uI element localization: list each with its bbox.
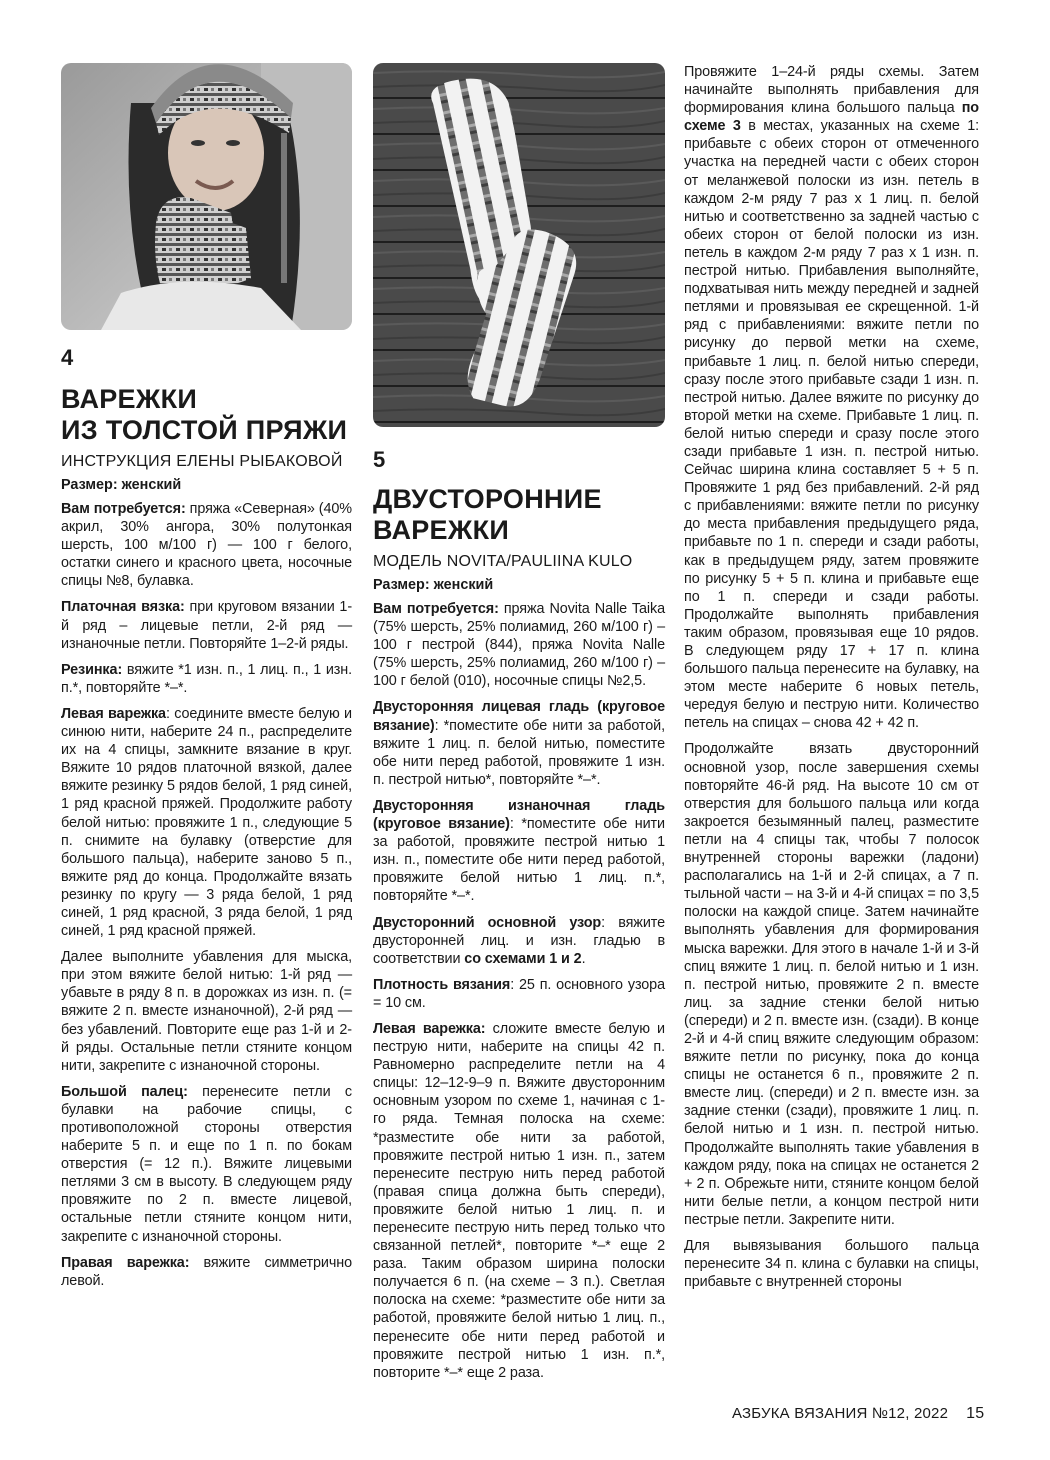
paragraph-materials: Вам потребуется: пряжа «Северная» (40% акрил, 30% ангора, 30% полутонкая шерсть, 100 м/100 г) — 100 г белого, остатки синего и красного цвета, носочные спицы №8, булавка. bbox=[61, 501, 352, 590]
pattern-number: 5 bbox=[373, 447, 386, 472]
paragraph-top-shaping: Продолжайте вязать двусторонний основной узор, после завершения схемы повторяйте 46-й ряд. На высоте 10 см от отверстия для большого пальца или когда закроется безымянный палец, разместите петли на 4 спицы так, чтобы 7 полосок внутренней стороны варежки (ладони) располагались на 1-й и 2-й спицах, а 7 п. тыльной части – на 3-й и 4-й спицах = по 3,5 полоски на каждой спице. Затем начинайте выполнять убавления для формирования мыска варежки. Для этого в начале 1-й и 3-й спиц вяжите 1 лиц. п. белой нитью и 1 изн. п. пестрой нитью, провяжите 2 п. вместе лиц. за задние стенки белой нитью (спереди) и 2 п. вместе изн. (сзади). В конце 2-й и 4-й спиц вяжите следующим образом: вяжите петли по рисунку, пока до конца спицы не останется 6 п., провяжите 2 п. вместе лиц. (спереди) и 2 п. вместе изн. за задние стенки (сзади), провяжите 1 лиц. п. белой нитью и 1 изн. п. пестрой нитью. Продолжайте выполнять такие убавления в каждом ряду, пока на спицах не останется 2 + 2 п. Обрежьте нити, стяните концом белой нити белые петли, а концом пестрой нити пестрые петли. Закрепите нити. bbox=[684, 741, 979, 1228]
page-number: 15 bbox=[966, 1405, 985, 1422]
page-footer bbox=[732, 1404, 984, 1424]
paragraph-reverse-stockinette: Двусторонняя изнаночная гладь (круговое вязание): *поместите обе нити за работой, провяжите пестрой нитью 1 изн. п., поместите обе нити перед работой, провяжите белой нитью 1 лиц. п.*, повторяйте *–*. bbox=[373, 797, 665, 905]
paragraph-thumb-gusset: Провяжите 1–24-й ряды схемы. Затем начинайте выполнять прибавления для формирования клина большого пальца по схеме 3 в местах, указанных на схеме 1: прибавьте с обеих сторон от отмеченного участка на передней части с обеих сторон от меланжевой полоски из изн. петель в каждом 2-м ряду 7 раз х 1 лиц. п. белой нитью и соответственно за задней частью с обеих сторон от белой полоски из изн. петель в каждом 2-м ряду 7 раз х 1 изн. п. пестрой нитью. Прибавления выполняйте, подхватывая нить между передней и задней петлями и провязывая ее скрещенной. 1-й ряд с прибавлениями: вяжите петли по рисунку до первой метки на схеме, прибавьте 1 лиц. п. белой нитью спереди, сразу после этого прибавьте сзади 1 изн. п. пестрой нитью. Далее вяжите по рисунку до второй метки на схеме. Прибавьте 1 лиц. п. белой нитью спереди и сразу после этого сзади прибавьте 1 изн. п. пестрой нитью. Сейчас ширина клина составляет 5 + 5 п. Провяжите 1 ряд без прибавлений. 2-й ряд с прибавлениями: вяжите петли по рисунку до места прибавления предыдущего ряда, прибавьте по 1 п. спереди и сзади работы, как в предыдущем ряду, затем провяжите по рисунку 5 + 5 п. клина и прибавьте еще по 1 п. спереди и сзади работы. Продолжайте выполнять прибавления таким образом, провязывая еще 10 рядов. В следующем ряду 17 + 17 п. клина большого пальца перенесите на булавку, на этом месте наберите 6 новых петель, чередуя белую и пеструю нити. Количество петель на спицах – снова 42 + 42 п. bbox=[684, 64, 979, 732]
magazine-issue: АЗБУКА ВЯЗАНИЯ №12, 2022 bbox=[732, 1405, 949, 1422]
photo-striped-mittens bbox=[373, 63, 665, 427]
paragraph-left-mitten: Левая варежка: соедините вместе белую и синюю нити, наберите 24 п., распределите их на 4 спицы, замкните вязание в круг. Вяжите 10 рядов платочной вязкой, далее вяжите резинку 5 рядов белой, 1 ряд синей, 1 ряд красной пряжей. Продолжите работу белой нитью: провяжите 1 п., следующие 5 п. снимите на булавку (отверстие для большого пальца), наберите заново 5 п., вяжите ряд до конца. Продолжайте вязать резинку по кругу — 3 ряда белой, 1 ряд синей, 1 ряд красной, 3 ряда белой, 1 ряд синей, 1 ряд красной пряжей. bbox=[61, 705, 352, 940]
paragraph-garter: Платочная вязка: при круговом вязании 1-й ряд – лицевые петли, 2-й ряд — изнаночные петли. Повторяйте 1–2-й ряды. bbox=[61, 599, 353, 652]
pattern-title bbox=[373, 484, 665, 546]
pattern-title-line2: ВАРЕЖКИ bbox=[373, 515, 510, 545]
paragraph-main-pattern: Двусторонний основной узор: вяжите двусторонней лиц. и изн. гладью в соответствии со схемами 1 и 2. bbox=[373, 914, 665, 967]
paragraph-right-mitten: Правая варежка: вяжите симметрично левой. bbox=[61, 1254, 352, 1289]
paragraph-materials: Вам потребуется: пряжа Novita Nalle Taika (75% шерсть, 25% полиамид, 260 м/100 г) – 100 г пестрой (844), пряжа Novita Nalle (75% шерсть, 25% полиамид, 260 м/100 г) – 100 г белой (010), носочные спицы №2,5. bbox=[373, 601, 665, 690]
paragraph-decreases: Далее выполните убавления для мыска, при этом вяжите белой нитью: 1-й ряд — убавьте в ряду 8 п. в дорожках из изн. п. (= вяжите 2 п. вместе изнаночной), 2-й ряд — без убавлений. Повторите еще раз 1-й и 2-й ряды. Остальные петли стяните концом нити, закрепите с изнаночной стороны. bbox=[61, 949, 352, 1074]
paragraph-thumb: Большой палец: перенесите петли с булавки на рабочие спицы, с противоположной стороны отверстия наберите 5 п. и еще по 1 п. по бокам отверстия (= 12 п.). Вяжите лицевыми петлями 3 см в высоту. В следующем ряду провяжите по 2 п. вместе лицевой, остальные петли стяните концом нити, закрепите с изнаночной стороны. bbox=[61, 1083, 352, 1245]
pattern-title-line1: ДВУСТОРОННИЕ bbox=[373, 484, 602, 514]
paragraph-gauge: Плотность вязания: 25 п. основного узора = 10 см. bbox=[373, 976, 665, 1011]
paragraph-stockinette: Двусторонняя лицевая гладь (круговое вязание): *поместите обе нити за работой, вяжите 1 лиц. п. белой нитью, поместите обе нити перед работой, провяжите 1 изн. п. пестрой нитью*, повторяйте *–*. bbox=[373, 699, 665, 788]
pattern-title-line1: ВАРЕЖКИ bbox=[61, 384, 198, 414]
pattern-byline: МОДЕЛЬ NOVITA/PAULIINA KULO bbox=[373, 553, 633, 570]
paragraph-left-mitten: Левая варежка: сложите вместе белую и пеструю нити, наберите на спицы 42 п. Равномерно распределите петли на 4 спицы: 12–12-9–9 п. Вяжите двусторонним основным узором по схеме 1, начиная с 1-го ряда. Темная полоска на схеме: *разместите обе нити за работой, провяжите пестрой нитью 1 изн. п., затем перенесите пеструю нить перед работой (правая спица должна быть спереди), провяжите белой нитью 1 лиц. п. и перенесите пеструю нить перед только что связанной петлей*, повторите *–* еще 2 раза. Таким образом ширина полоски получается 6 п. (на схеме – 3 п.). Светлая полоска на схеме: *разместите обе нити за работой, провяжите белой нитью 1 лиц. п., перенесите обе нити перед работой и провяжите пестрой нитью 1 изн. п.*, повторите *–* еще 2 раза. bbox=[373, 1020, 665, 1381]
photo-woman-mittens bbox=[61, 63, 352, 330]
paragraph-thumb-knitting: Для вывязывания большого пальца перенесите 34 п. клина с булавки на спицы, прибавьте с внутренней стороны bbox=[684, 1238, 979, 1291]
column-3 bbox=[684, 63, 979, 1299]
pattern-title-line2: ИЗ ТОЛСТОЙ ПРЯЖИ bbox=[61, 415, 348, 445]
paragraph-ribbing: Резинка: вяжите *1 изн. п., 1 лиц. п., 1 изн. п.*, повторяйте *–*. bbox=[61, 661, 352, 696]
column-2 bbox=[373, 448, 665, 1390]
size-line: Размер: женский bbox=[373, 577, 494, 593]
pattern-number: 4 bbox=[61, 345, 74, 370]
size-line: Размер: женский bbox=[61, 477, 182, 493]
pattern-title bbox=[61, 384, 352, 446]
pattern-byline: ИНСТРУКЦИЯ ЕЛЕНЫ РЫБАКОВОЙ bbox=[61, 453, 343, 470]
column-1 bbox=[61, 346, 352, 1298]
